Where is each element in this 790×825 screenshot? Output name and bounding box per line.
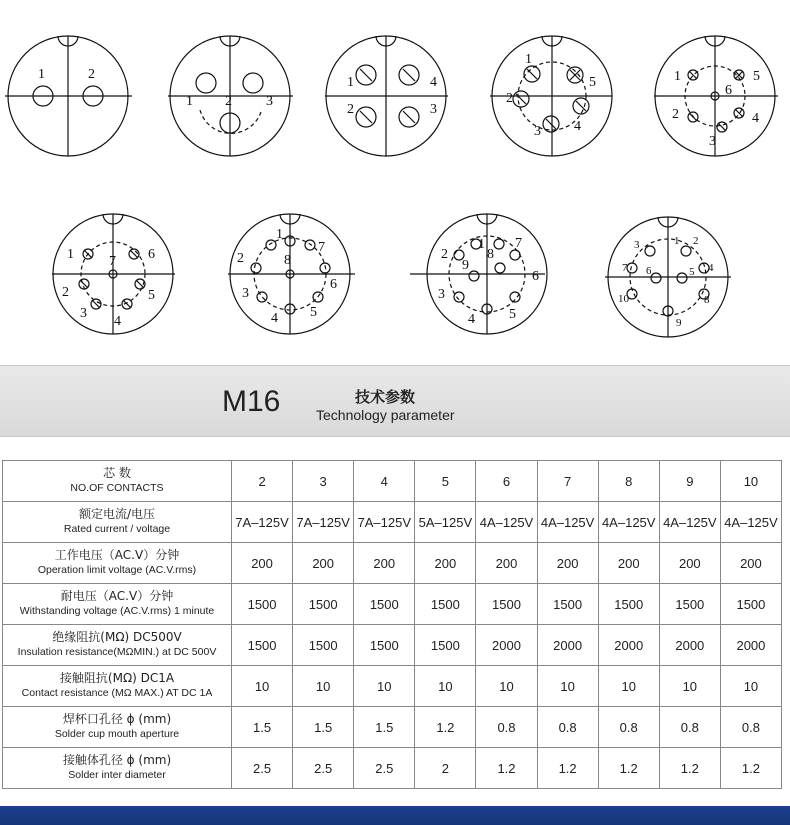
pin-label: 5: [689, 266, 695, 278]
pin-diagram-8: [228, 214, 355, 334]
table-cell: 2000: [598, 625, 659, 666]
table-cell: 200: [537, 543, 598, 584]
pin-label: 7: [109, 254, 116, 269]
pin-label: 1: [186, 94, 193, 109]
table-cell: 200: [598, 543, 659, 584]
table-cell: 2000: [537, 625, 598, 666]
table-cell: 200: [476, 543, 537, 584]
table-cell: 1.2: [659, 748, 720, 789]
row-label-cn: 接触体孔径 ϕ (mm): [62, 753, 172, 767]
pin-label: 4: [574, 119, 581, 134]
table-cell: 1500: [293, 625, 354, 666]
table-cell: 7A–125V: [232, 502, 293, 543]
pin-label: 2: [672, 107, 679, 122]
pin-label: 7: [515, 236, 522, 251]
table-cell: 200: [720, 543, 781, 584]
row-label-en: Withstanding voltage (AC.V.rms) 1 minute: [19, 605, 215, 617]
table-cell: 1500: [293, 584, 354, 625]
table-cell: 10: [598, 666, 659, 707]
table-cell: 1500: [720, 584, 781, 625]
pin-label: 3: [534, 124, 541, 139]
pin-diagram-10: [605, 217, 731, 337]
table-row: [3, 502, 782, 543]
model-number: M16: [222, 385, 281, 418]
table-cell: 2000: [476, 625, 537, 666]
pin-diagram-4: [325, 36, 448, 156]
table-cell: 3: [293, 461, 354, 502]
row-label-cn: 耐电压（AC.V）分钟: [60, 589, 174, 603]
pin-label: 1: [478, 237, 485, 252]
pin-label: 1: [674, 235, 680, 247]
pin-label: 4: [114, 314, 121, 329]
table-cell: 9: [659, 461, 720, 502]
table-cell: 1500: [659, 584, 720, 625]
table-cell: 10: [293, 666, 354, 707]
table-cell: 6: [476, 461, 537, 502]
table-cell: 200: [659, 543, 720, 584]
row-label-en: Solder inter diameter: [68, 769, 166, 781]
table-cell: 1500: [476, 584, 537, 625]
table-cell: 10: [720, 666, 781, 707]
pin-label: 1: [347, 75, 354, 90]
row-label-en: NO.OF CONTACTS: [70, 482, 164, 494]
pin-label: 1: [674, 69, 681, 84]
pin-label: 1: [276, 227, 283, 242]
table-cell: 5: [415, 461, 476, 502]
table-cell: 1500: [354, 625, 415, 666]
table-cell: 200: [354, 543, 415, 584]
pin-label: 5: [310, 305, 317, 320]
pin-label: 3: [266, 94, 273, 109]
pin-label: 6: [532, 269, 539, 284]
table-cell: 200: [293, 543, 354, 584]
table-cell: 1.2: [537, 748, 598, 789]
table-cell: 1.2: [720, 748, 781, 789]
row-label: [3, 461, 232, 502]
pin-label: 2: [88, 67, 95, 82]
pin-label: 4: [708, 262, 714, 274]
table-cell: 10: [476, 666, 537, 707]
table-cell: 7: [537, 461, 598, 502]
row-label-en: Rated current / voltage: [63, 523, 171, 535]
pin-label: 2: [237, 251, 244, 266]
table-cell: 4A–125V: [598, 502, 659, 543]
pin-label: 3: [242, 286, 249, 301]
table-cell: 1.5: [232, 707, 293, 748]
pin-label: 6: [646, 265, 652, 277]
table-cell: 10: [720, 461, 781, 502]
pin-label: 3: [80, 306, 87, 321]
footer-bar: [0, 806, 790, 825]
table-cell: 2.5: [354, 748, 415, 789]
pin-label: 4: [271, 311, 278, 326]
pin-label: 8: [284, 253, 291, 268]
table-cell: 1.2: [415, 707, 476, 748]
pin-label: 6: [725, 83, 732, 98]
row-label-cn: 额定电流/电压: [78, 507, 156, 521]
row-label: [3, 666, 232, 707]
table-cell: 5A–125V: [415, 502, 476, 543]
pin-label: 3: [438, 287, 445, 302]
pin-label: 4: [468, 312, 475, 327]
row-label-en: Operation limit voltage (AC.V.rms): [37, 564, 197, 576]
pin-label: 2: [347, 102, 354, 117]
table-cell: 2000: [659, 625, 720, 666]
pin-label: 8: [487, 247, 494, 262]
table-cell: 10: [537, 666, 598, 707]
table-cell: 1.5: [354, 707, 415, 748]
table-cell: 2: [232, 461, 293, 502]
connector-pin-diagrams: [0, 0, 790, 360]
pin-label: 1: [38, 67, 45, 82]
table-cell: 0.8: [720, 707, 781, 748]
pin-label: 7: [318, 240, 325, 255]
pin-label: 2: [225, 94, 232, 109]
pin-label: 5: [753, 69, 760, 84]
title-english: Technology parameter: [316, 407, 455, 423]
table-row: [3, 461, 782, 502]
pin-diagram-6: [654, 36, 778, 156]
table-cell: 10: [354, 666, 415, 707]
table-cell: 4A–125V: [476, 502, 537, 543]
pin-label: 1: [525, 52, 532, 67]
table-cell: 200: [232, 543, 293, 584]
row-label: [3, 625, 232, 666]
table-cell: 10: [659, 666, 720, 707]
table-cell: 1500: [415, 625, 476, 666]
pin-label: 10: [618, 293, 629, 305]
table-row: [3, 666, 782, 707]
pin-diagram-9: [410, 214, 547, 334]
pin-label: 5: [148, 288, 155, 303]
pin-label: 9: [462, 258, 469, 273]
table-cell: 1500: [537, 584, 598, 625]
table-cell: 1500: [354, 584, 415, 625]
pin-label: 3: [634, 239, 640, 251]
table-cell: 1.2: [598, 748, 659, 789]
table-cell: 2: [415, 748, 476, 789]
row-label-cn: 焊杯口孔径 ϕ (mm): [62, 712, 172, 726]
pin-label: 3: [709, 134, 716, 149]
pin-label: 2: [441, 247, 448, 262]
row-label: [3, 543, 232, 584]
row-label-cn: 绝缘阻抗(MΩ) DC500V: [52, 630, 182, 644]
table-cell: 1.2: [476, 748, 537, 789]
table-cell: 1500: [598, 584, 659, 625]
row-label-en: Solder cup mouth aperture: [54, 728, 180, 740]
table-cell: 4A–125V: [659, 502, 720, 543]
table-cell: 2.5: [293, 748, 354, 789]
pin-label: 7: [622, 262, 628, 274]
table-cell: 4: [354, 461, 415, 502]
row-label: [3, 584, 232, 625]
pin-layout-figure: [0, 0, 790, 360]
row-label-cn: 芯 数: [103, 466, 131, 480]
table-cell: 1500: [232, 625, 293, 666]
pin-label: 9: [676, 317, 682, 329]
pin-label: 2: [506, 91, 513, 106]
table-cell: 8: [598, 461, 659, 502]
pin-label: 3: [430, 102, 437, 117]
table-cell: 0.8: [598, 707, 659, 748]
pin-label: 1: [67, 247, 74, 262]
row-label: [3, 748, 232, 789]
pin-label: 2: [693, 235, 699, 247]
row-label-cn: 工作电压（AC.V）分钟: [54, 548, 180, 562]
table-cell: 10: [415, 666, 476, 707]
table-cell: 2.5: [232, 748, 293, 789]
row-label-en: Contact resistance (MΩ MAX.) AT DC 1A: [21, 687, 213, 699]
row-label-cn: 接触阻抗(MΩ) DC1A: [59, 671, 175, 685]
pin-label: 6: [330, 277, 337, 292]
table-cell: 7A–125V: [354, 502, 415, 543]
pin-diagram-2: [5, 36, 132, 156]
table-cell: 4A–125V: [537, 502, 598, 543]
pin-label: 4: [430, 75, 437, 90]
table-cell: 0.8: [537, 707, 598, 748]
table-row: [3, 707, 782, 748]
pin-label: 6: [148, 247, 155, 262]
table-row: [3, 584, 782, 625]
pin-label: 2: [62, 285, 69, 300]
row-label: [3, 502, 232, 543]
pin-label: 5: [589, 75, 596, 90]
table-cell: 2000: [720, 625, 781, 666]
table-cell: 200: [415, 543, 476, 584]
table-cell: 0.8: [476, 707, 537, 748]
table-cell: 7A–125V: [293, 502, 354, 543]
table-cell: 1.5: [293, 707, 354, 748]
table-cell: 4A–125V: [720, 502, 781, 543]
table-cell: 1500: [415, 584, 476, 625]
table-cell: 0.8: [659, 707, 720, 748]
table-row: [3, 748, 782, 789]
row-label-en: Insulation resistance(MΩMIN.) at DC 500V: [17, 646, 217, 658]
table-row: [3, 543, 782, 584]
pin-label: 8: [704, 294, 710, 306]
row-label: [3, 707, 232, 748]
table-cell: 10: [232, 666, 293, 707]
title-chinese: 技术参数: [355, 388, 416, 406]
table-cell: 1500: [232, 584, 293, 625]
specification-table: [2, 460, 782, 789]
pin-label: 4: [752, 111, 759, 126]
pin-label: 5: [509, 307, 516, 322]
table-row: [3, 625, 782, 666]
